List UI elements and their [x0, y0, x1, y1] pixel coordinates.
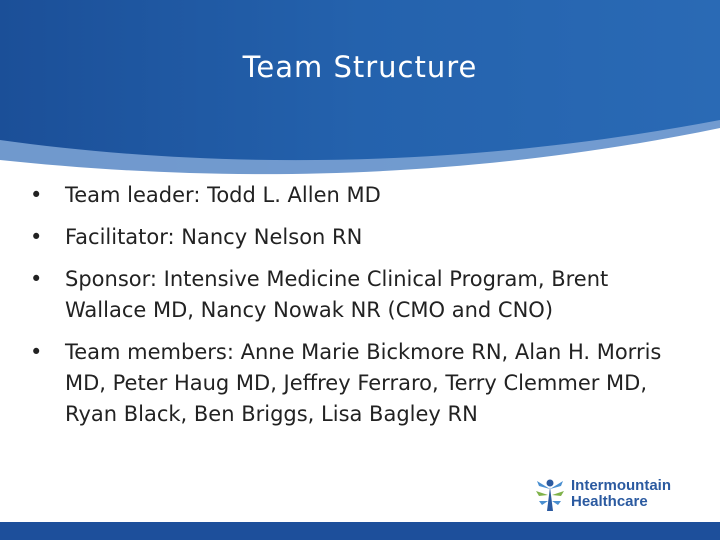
bullet-text: Facilitator: Nancy Nelson RN [65, 225, 363, 249]
bullet-text: Sponsor: Intensive Medicine Clinical Program, Brent Wallace MD, Nancy Nowak NR (CMO and CNO) [65, 267, 609, 322]
bullet-dot: • [30, 267, 43, 291]
bullet-dot: • [30, 340, 43, 364]
bullet-dot: • [30, 183, 43, 207]
slide-title: Team Structure [242, 50, 478, 84]
bullet-item [30, 180, 680, 211]
footer-bar [0, 522, 720, 540]
bullet-dot: • [30, 225, 43, 249]
intermountain-logo [533, 475, 693, 515]
logo-name: Intermountain [571, 477, 671, 494]
bullet-item [30, 337, 680, 430]
bullet-item [30, 264, 680, 326]
bullet-item [30, 222, 680, 253]
people-figure-icon [533, 477, 567, 513]
bullet-list [30, 180, 680, 441]
bullet-text: Team members: Anne Marie Bickmore RN, Alan H. Morris MD, Peter Haug MD, Jeffrey Ferraro, Terry Clemmer MD, Ryan Black, Ben Briggs, Lisa Bagley RN [65, 340, 662, 426]
logo-subtitle: Healthcare [571, 493, 648, 510]
bullet-text: Team leader: Todd L. Allen MD [65, 183, 381, 207]
